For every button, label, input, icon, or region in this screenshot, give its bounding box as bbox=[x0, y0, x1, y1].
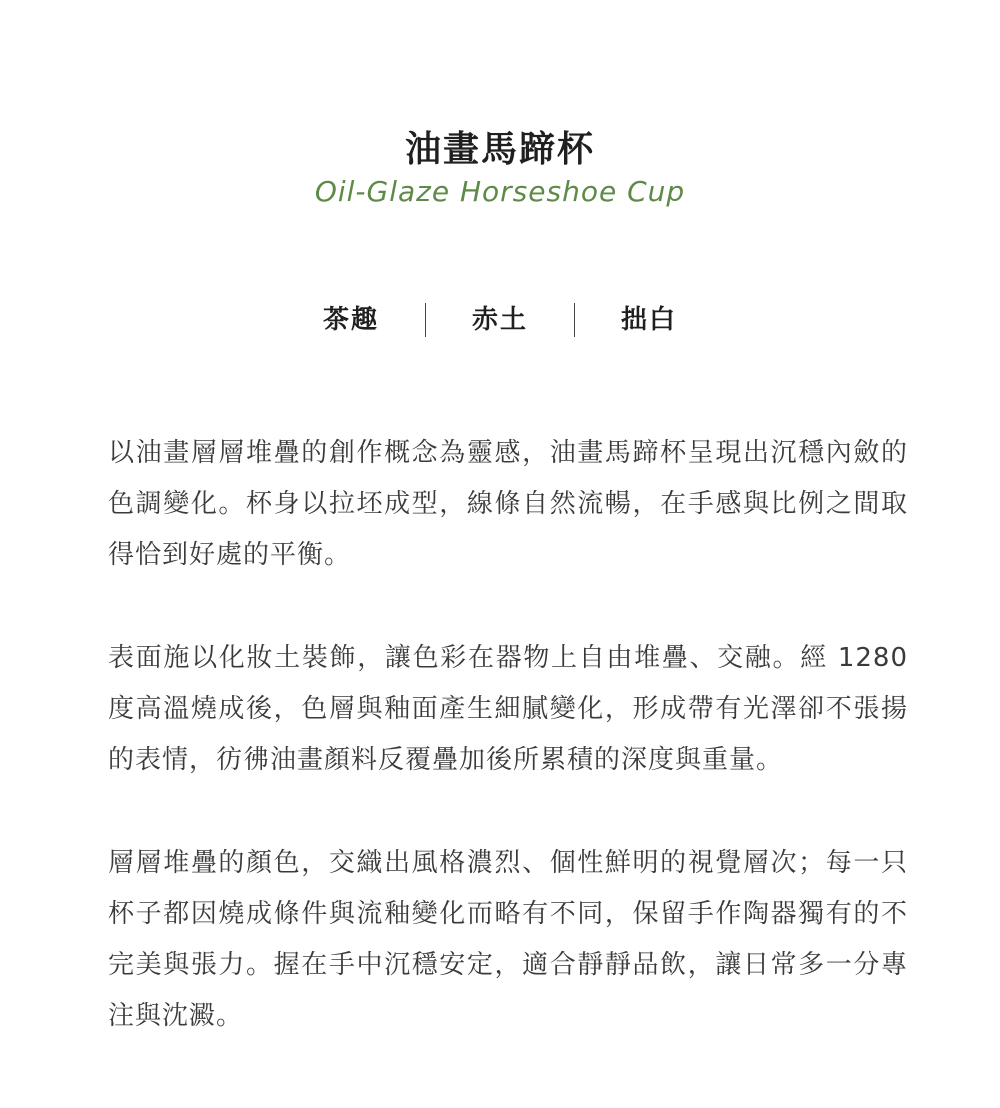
description-paragraph: 以油畫層層堆疊的創作概念為靈感，油畫馬蹄杯呈現出沉穩內斂的色調變化。杯身以拉坯成型，線條自然流暢，在手感與比例之間取得恰到好處的平衡。 bbox=[108, 438, 908, 570]
description-paragraph: 層層堆疊的顏色，交織出風格濃烈、個性鮮明的視覺層次；每一只杯子都因燒成條件與流釉變化而略有不同，保留手作陶器獨有的不完美與張力。握在手中沉穩安定，適合靜靜品飲，讓日常多一分專注與沈澱。 bbox=[108, 848, 908, 1031]
product-subtitle: Oil-Glaze Horseshoe Cup bbox=[314, 175, 686, 208]
description bbox=[108, 428, 908, 1094]
tag-row bbox=[0, 298, 1000, 342]
tag-divider bbox=[425, 303, 426, 337]
description-paragraph: 表面施以化妝土裝飾，讓色彩在器物上自由堆疊、交融。經 1280 度高溫燒成後，色層與釉面產生細膩變化，形成帶有光澤卻不張揚的表情，彷彿油畫顏料反覆疊加後所累積的深度與重量。 bbox=[108, 643, 908, 775]
product-title: 油畫馬蹄杯 bbox=[404, 129, 595, 171]
tag-divider bbox=[574, 303, 575, 337]
tag-plain-white: 拙白 bbox=[620, 305, 677, 335]
tag-red-clay: 赤土 bbox=[471, 305, 528, 335]
tag-tea: 茶趣 bbox=[322, 305, 379, 335]
